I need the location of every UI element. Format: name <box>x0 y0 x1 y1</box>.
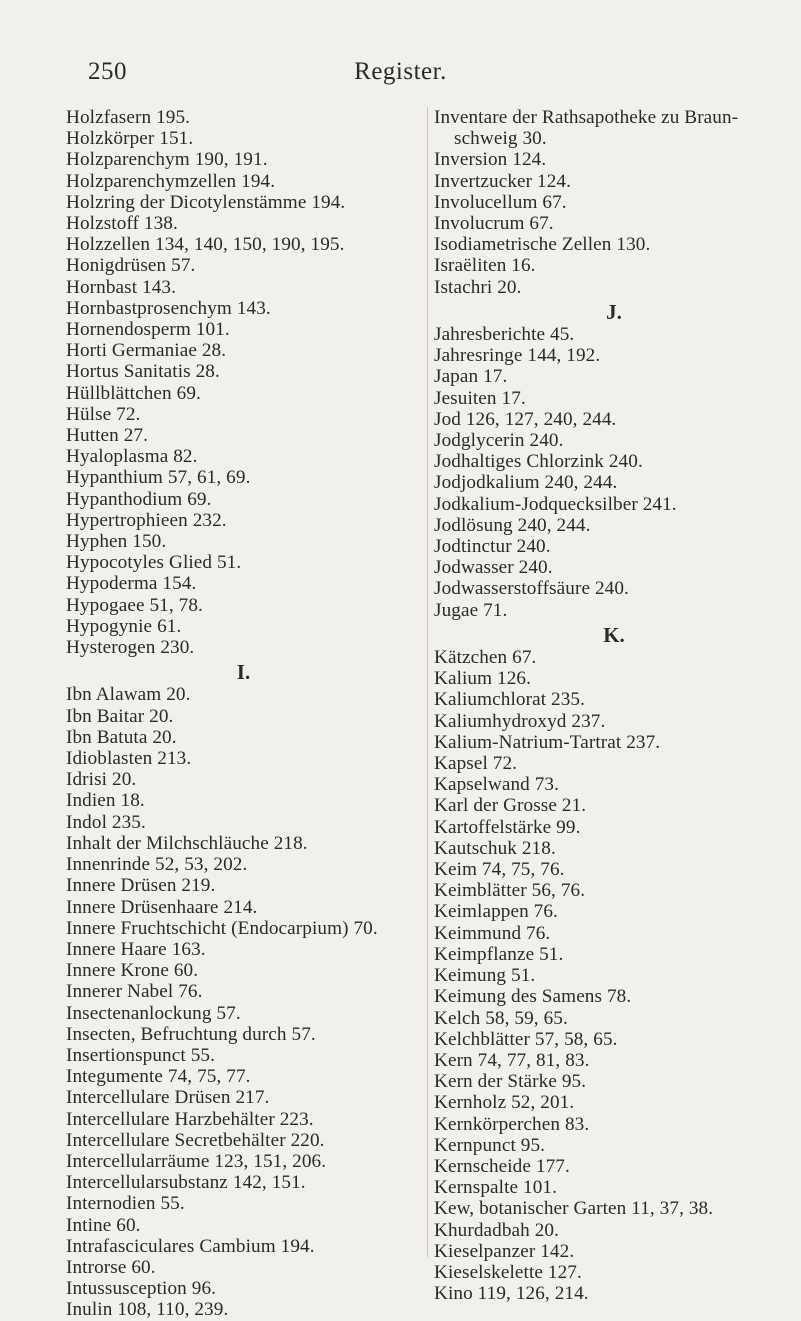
page-number: 250 <box>88 58 127 85</box>
index-entry: Keimung 51. <box>434 965 536 987</box>
index-entry: Jahresberichte 45. <box>434 324 575 346</box>
page-header <box>0 58 801 92</box>
index-entry: Kätzchen 67. <box>434 647 537 669</box>
index-entry: Intercellulare Drüsen 217. <box>66 1087 270 1109</box>
entry-group-j <box>434 324 794 621</box>
index-entry: Hypoderma 154. <box>66 573 197 595</box>
index-entry: Hornbast 143. <box>66 276 177 298</box>
entry-group-i <box>66 684 421 1320</box>
index-entry: Kelch 58, 59, 65. <box>434 1007 568 1029</box>
index-entry: Intercellulare Harzbehälter 223. <box>66 1108 314 1130</box>
index-entry: Keimung des Samens 78. <box>434 986 632 1008</box>
index-entry: Japan 17. <box>434 366 508 388</box>
entry-group-i-cont <box>434 149 794 297</box>
index-entry: Innenrinde 52, 53, 202. <box>66 854 248 876</box>
index-entry: Kino 119, 126, 214. <box>434 1283 589 1305</box>
index-entry: Isodiametrische Zellen 130. <box>434 234 651 256</box>
index-entry: Hypanthodium 69. <box>66 488 212 510</box>
index-entry: Jodlösung 240, 244. <box>434 514 591 536</box>
index-entry: Introrse 60. <box>66 1256 156 1278</box>
index-entry: Intine 60. <box>66 1214 141 1236</box>
index-entry: Inulin 108, 110, 239. <box>66 1299 229 1321</box>
index-entry: Innere Haare 163. <box>66 938 206 960</box>
index-entry: Indien 18. <box>66 790 145 812</box>
index-entry: Inhalt der Milchschläuche 218. <box>66 832 308 854</box>
index-entry: Insectenanlockung 57. <box>66 1002 241 1024</box>
index-entry: Jugae 71. <box>434 599 508 621</box>
index-entry: Kapselwand 73. <box>434 774 560 796</box>
index-entry: Holzparenchym 190, 191. <box>66 149 268 171</box>
index-entry: Kern der Stärke 95. <box>434 1071 587 1093</box>
index-entry: Karl der Grosse 21. <box>434 795 587 817</box>
index-entry: Holzparenchymzellen 194. <box>66 170 276 192</box>
index-entry: Intercellulare Secretbehälter 220. <box>66 1129 325 1151</box>
index-entry: Hypanthium 57, 61, 69. <box>66 467 251 489</box>
section-heading-k: K. <box>603 622 625 647</box>
index-entry: Ibn Batuta 20. <box>66 726 177 748</box>
index-entry: Innere Krone 60. <box>66 960 199 982</box>
index-entry: Hülse 72. <box>66 403 141 425</box>
index-entry: Kern 74, 77, 81, 83. <box>434 1049 590 1071</box>
index-entry: Holzstoff 138. <box>66 213 178 235</box>
index-entry: Kernholz 52, 201. <box>434 1092 575 1114</box>
index-entry: Hyaloplasma 82. <box>66 446 198 468</box>
entry-group-k <box>434 647 794 1304</box>
index-entry: Hornendosperm 101. <box>66 319 230 341</box>
index-entry: Kernspalte 101. <box>434 1177 557 1199</box>
index-entry: Kautschuk 218. <box>434 837 556 859</box>
index-entry: Kew, botanischer Garten 11, 37, 38. <box>434 1198 714 1220</box>
index-entry: Istachri 20. <box>434 276 522 298</box>
index-entry: Involucellum 67. <box>434 191 567 213</box>
index-entry: Kelchblätter 57, 58, 65. <box>434 1028 618 1050</box>
index-entry: Idrisi 20. <box>66 769 137 791</box>
index-entry: Idioblasten 213. <box>66 748 192 770</box>
index-entry: Hypogynie 61. <box>66 615 182 637</box>
index-entry: Kaliumchlorat 235. <box>434 689 585 711</box>
index-entry: Innere Fruchtschicht (Endocarpium) 70. <box>66 917 378 939</box>
index-column-left <box>66 107 421 1321</box>
index-entry: Involucrum 67. <box>434 213 554 235</box>
index-entry: Jesuiten 17. <box>434 387 526 409</box>
section-heading-i: I. <box>236 660 251 685</box>
index-entry: Holzkörper 151. <box>66 128 194 150</box>
index-entry: Kernscheide 177. <box>434 1155 570 1177</box>
index-entry: Hortus Sanitatis 28. <box>66 361 220 383</box>
index-entry: Jod 126, 127, 240, 244. <box>434 408 617 430</box>
index-entry: Hornbastprosenchym 143. <box>66 297 271 319</box>
index-entry: Khurdadbah 20. <box>434 1219 560 1241</box>
index-entry: Jodjodkalium 240, 244. <box>434 472 618 494</box>
index-entry: Hypogaee 51, 78. <box>66 594 203 616</box>
index-entry: Kieselskelette 127. <box>434 1261 582 1283</box>
index-entry: Hypertrophieen 232. <box>66 509 227 531</box>
index-entry: Inversion 124. <box>434 149 547 171</box>
index-entry: Hypocotyles Glied 51. <box>66 552 242 574</box>
index-entry: Insecten, Befruchtung durch 57. <box>66 1023 316 1045</box>
index-entry: Jodhaltiges Chlorzink 240. <box>434 451 643 473</box>
index-entry: Jodwasserstoffsäure 240. <box>434 578 629 600</box>
index-entry: Ibn Baitar 20. <box>66 705 174 727</box>
index-entry: Jodglycerin 240. <box>434 430 564 452</box>
index-entry: Horti Germaniae 28. <box>66 340 227 362</box>
index-entry: Intercellularräume 123, 151, 206. <box>66 1150 327 1172</box>
index-entry: Ibn Alawam 20. <box>66 684 191 706</box>
index-entry: Hüllblättchen 69. <box>66 382 201 404</box>
index-entry: Hutten 27. <box>66 425 149 447</box>
index-entry: Indol 235. <box>66 811 146 833</box>
index-entry: Keimpflanze 51. <box>434 943 564 965</box>
index-entry: Internodien 55. <box>66 1193 185 1215</box>
index-entry: Intercellularsubstanz 142, 151. <box>66 1172 306 1194</box>
index-entry: Kernkörperchen 83. <box>434 1113 590 1135</box>
index-entry: Invertzucker 124. <box>434 170 572 192</box>
index-column-right <box>427 107 794 1305</box>
index-entry: Israëliten 16. <box>434 255 536 277</box>
index-entry: Keimlappen 76. <box>434 901 558 923</box>
index-entry: Keimblätter 56, 76. <box>434 880 586 902</box>
index-entry: Jodtinctur 240. <box>434 536 551 558</box>
index-entry: Integumente 74, 75, 77. <box>66 1066 251 1088</box>
index-entry: Kernpunct 95. <box>434 1134 546 1156</box>
entry-group-h <box>66 107 421 658</box>
index-entry: Holzring der Dicotylenstämme 194. <box>66 191 346 213</box>
index-entry-continuation: schweig 30. <box>454 128 547 150</box>
index-entry: Honigdrüsen 57. <box>66 255 196 277</box>
index-entry: Kalium-Natrium-Tartrat 237. <box>434 731 661 753</box>
index-entry: Innere Drüsenhaare 214. <box>66 896 258 918</box>
index-entry: Kapsel 72. <box>434 753 518 775</box>
index-entry: Jahresringe 144, 192. <box>434 345 601 367</box>
section-heading-j: J. <box>606 299 622 324</box>
index-entry: Kalium 126. <box>434 668 532 690</box>
index-entry: Inventare der Rathsapotheke zu Braun- <box>434 107 739 128</box>
index-entry: Jodwasser 240. <box>434 557 553 579</box>
index-entry: Kaliumhydroxyd 237. <box>434 710 606 732</box>
index-entry: Intrafasciculares Cambium 194. <box>66 1235 315 1257</box>
index-entry: Innerer Nabel 76. <box>66 981 203 1003</box>
index-entry: Keim 74, 75, 76. <box>434 859 565 881</box>
running-title: Register. <box>354 58 447 85</box>
index-entry: Kieselpanzer 142. <box>434 1240 575 1262</box>
index-entry: Jodkalium-Jodquecksilber 241. <box>434 493 677 515</box>
index-entry: Hyphen 150. <box>66 531 167 553</box>
index-entry: Holzzellen 134, 140, 150, 190, 195. <box>66 234 345 256</box>
index-entry: Hysterogen 230. <box>66 637 195 659</box>
index-entry: Insertionspunct 55. <box>66 1044 215 1066</box>
index-entry: Holzfasern 195. <box>66 107 191 128</box>
index-entry: Intussusception 96. <box>66 1278 217 1300</box>
index-entry: Kartoffelstärke 99. <box>434 816 581 838</box>
index-entry: Innere Drüsen 219. <box>66 875 216 897</box>
index-entry: Keimmund 76. <box>434 922 551 944</box>
